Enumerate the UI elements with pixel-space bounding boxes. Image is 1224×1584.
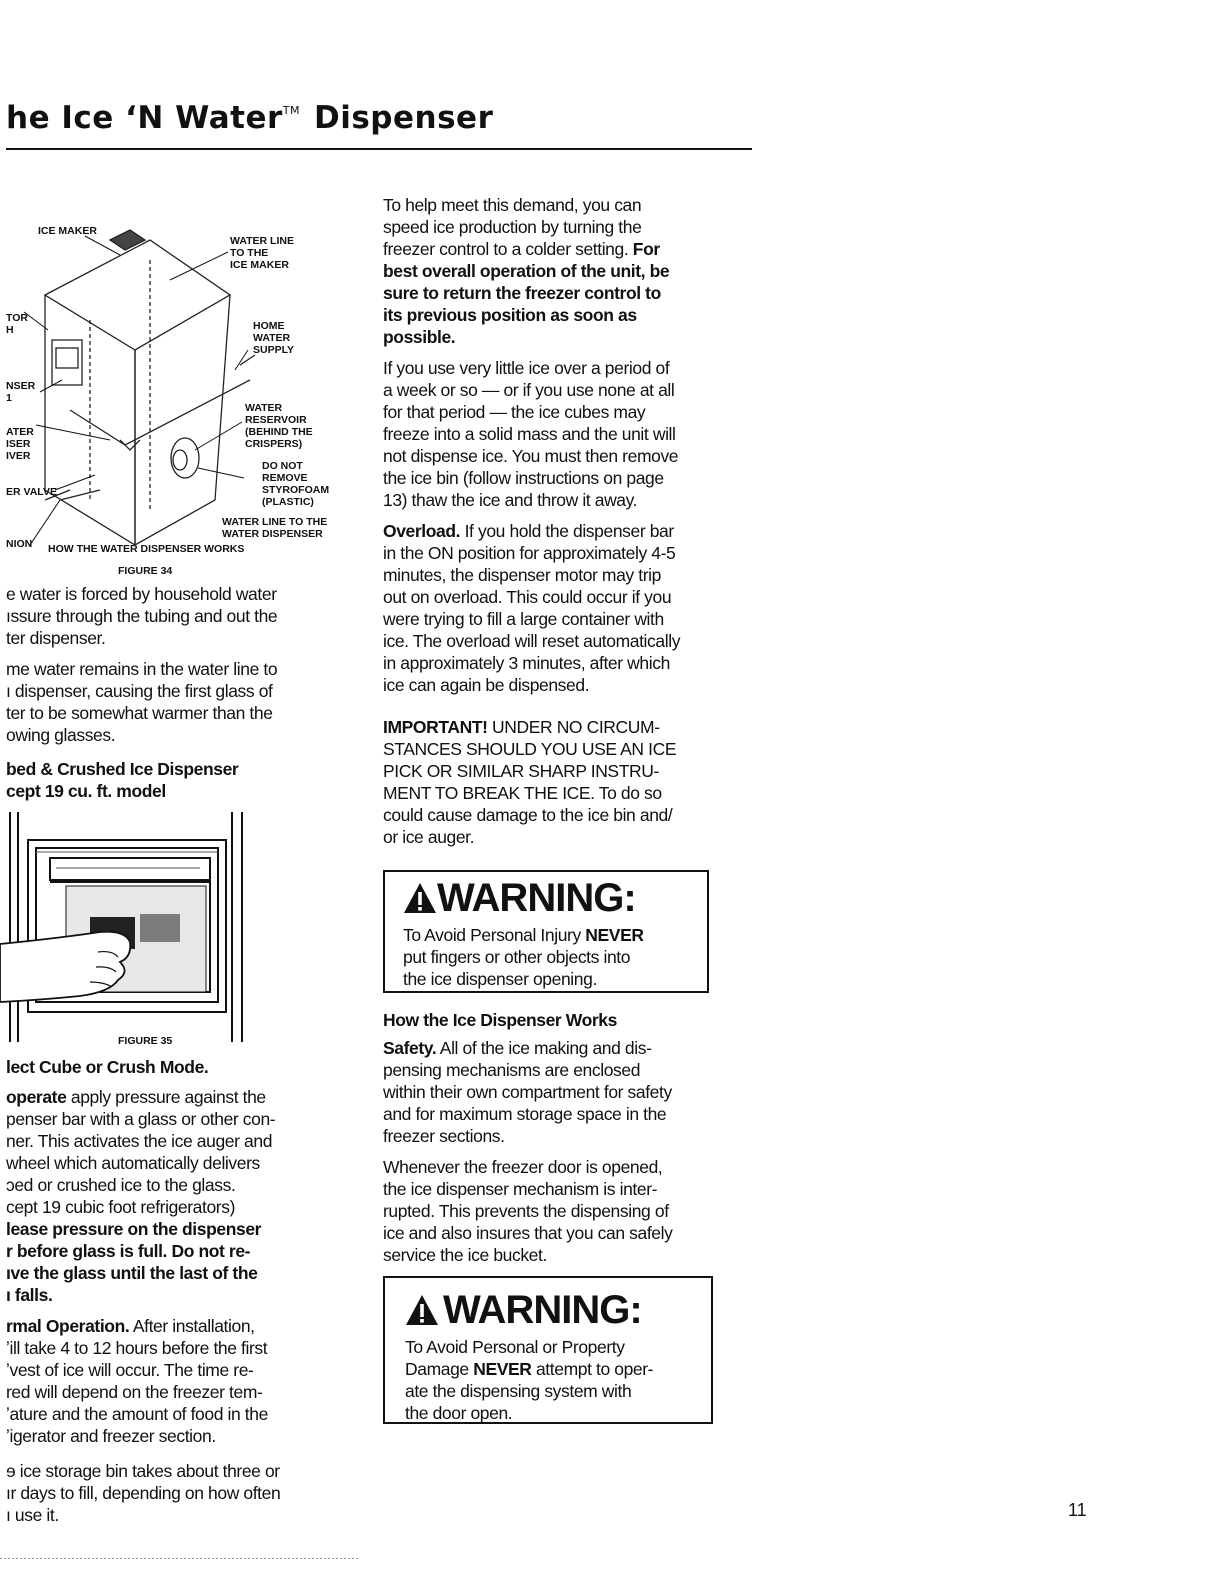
bold-text: operate [6,1087,67,1107]
regular-text: attempt to oper- [531,1359,654,1379]
text-line: not dispense ice. You must then remove [383,446,679,466]
text-line [6,1108,336,1130]
regular-text: To Avoid Personal or Property [405,1337,625,1357]
text-line: me water remains in the water line to [6,659,278,679]
title-main: he Ice ‘N Water [6,100,283,136]
bold-text: best overall operation of the unit, be [383,261,670,281]
regular-text: the ice dispenser opening. [403,969,597,989]
label-ice-maker: ICE MAKER [38,225,97,237]
regular-text: cept 19 cubic foot refrigerators) [6,1197,235,1217]
regular-text: wheel which automatically delivers [6,1153,260,1173]
text-line: ır days to fill, depending on how often [6,1483,281,1503]
regular-text: ner. This activates the ice auger and [6,1131,273,1151]
paragraph-water-forced [6,583,336,649]
text-line: bed & Crushed Ice Dispenser [6,759,239,779]
text-line [405,1380,711,1402]
text-line: ı dispenser, causing the first glass of [6,681,273,701]
regular-text: in the ON position for approximately 4-5 [383,543,676,563]
left-column-top [6,583,336,802]
text-line [383,194,733,216]
regular-text: put fingers or other objects into [403,947,631,967]
bold-text: lease pressure on the dispenser [6,1219,262,1239]
regular-text: were trying to fill a large container with [383,609,664,629]
regular-text: red will depend on the freezer tem- [6,1382,263,1402]
text-line: 13) thaw the ice and throw it away. [383,490,638,510]
paragraph-overload [383,520,733,696]
text-line: Whenever the freezer door is opened, [383,1157,663,1177]
text-line [6,1425,336,1447]
heading-select-mode: lect Cube or Crush Mode. [6,1057,209,1077]
text-line [6,1403,336,1425]
warning-triangle-icon [405,1294,439,1326]
label-home-water-supply: HOME WATER SUPPLY [253,320,295,356]
text-line [383,782,733,804]
page-number: 11 [1068,1500,1087,1520]
paragraph-help-meet-demand [383,194,733,348]
label-left-ater: ATER ISER IVER [6,426,34,462]
regular-text: ʼvest of ice will occur. The time re- [6,1360,254,1380]
text-line [383,282,733,304]
paragraph-safety [383,1037,733,1147]
text-line: ter to be somewhat warmer than the [6,703,273,723]
text-line: If you use very little ice over a period of [383,358,670,378]
scan-artifact-line [0,1558,360,1559]
warning-triangle-icon [403,882,437,914]
text-line [383,1081,733,1103]
paragraph-whenever [383,1156,733,1266]
text-line: freeze into a solid mass and the unit will [383,424,676,444]
text-line: ice and also insures that you can safely [383,1223,673,1243]
text-line [383,1059,733,1081]
label-left-tor: TOR H [6,312,28,336]
text-line [383,260,733,282]
text-line [383,216,733,238]
text-line [6,1130,336,1152]
text-line: e water is forced by household water [6,584,277,604]
text-line: a week or so — or if you use none at all [383,380,675,400]
text-line [383,674,733,696]
bold-text: sure to return the freezer control to [383,283,661,303]
text-line [383,630,733,652]
bold-text: For [632,239,660,259]
bold-text: Safety. [383,1038,437,1058]
regular-text: If you hold the dispenser bar [460,521,674,541]
label-left-nion: NION [6,538,33,550]
regular-text: speed ice production by turning the [383,217,642,237]
paragraph-normal-operation [6,1315,336,1447]
regular-text: STANCES SHOULD YOU USE AN ICE [383,739,677,759]
paragraph-little-ice [383,357,733,511]
regular-text: penser bar with a glass or other con- [6,1109,276,1129]
regular-text: and for maximum storage space in the [383,1104,667,1124]
text-line [6,1152,336,1174]
left-column-bottom [6,1056,336,1535]
label-water-line-ice-maker: WATER LINE TO THE ICE MAKER [230,235,294,271]
bold-text: NEVER [585,925,644,945]
figure-35-caption: FIGURE 35 [118,1035,173,1047]
bold-text: NEVER [473,1359,532,1379]
text-line [383,1103,733,1125]
figure-34 [0,200,345,580]
regular-text: To Avoid Personal Injury [403,925,586,945]
figure-34-caption: FIGURE 34 [118,565,173,577]
text-line [383,326,733,348]
text-line: ter dispenser. [6,628,106,648]
text-line [6,1359,336,1381]
text-line: the ice bin (follow instructions on page [383,468,664,488]
text-line [403,968,707,990]
regular-text: the door open. [405,1403,513,1423]
label-left-valve: ER VALVE [6,486,57,498]
regular-text: UNDER NO CIRCUM- [487,717,660,737]
text-line [403,924,707,946]
text-line [383,304,733,326]
trademark: TM [282,104,300,117]
text-line [6,1381,336,1403]
bold-text: Overload. [383,521,461,541]
text-line [383,238,733,260]
regular-text: freezer control to a colder setting. [383,239,633,259]
paragraph-storage-bin [6,1460,336,1526]
text-line [383,716,733,738]
bold-text: IMPORTANT! [383,717,488,737]
text-line [383,738,733,760]
text-line [383,804,733,826]
bold-text: ıve the glass until the last of the [6,1263,258,1283]
regular-text: or ice auger. [383,827,475,847]
regular-text: in approximately 3 minutes, after which [383,653,670,673]
figure-34-subtitle: HOW THE WATER DISPENSER WORKS [48,543,245,555]
regular-text: ʼill take 4 to 12 hours before the first [6,1338,268,1358]
text-line: ıssure through the tubing and out the [6,606,278,626]
text-line [405,1358,711,1380]
text-line [383,542,733,564]
text-line [6,1240,336,1262]
text-line [383,652,733,674]
heading-cubed-crushed [6,758,336,802]
label-water-line-dispenser: WATER LINE TO THE WATER DISPENSER [222,516,328,540]
title-rule [6,148,752,150]
regular-text: freezer sections. [383,1126,505,1146]
text-line [403,946,707,968]
text-line [6,1315,336,1337]
regular-text: out on overload. This could occur if you [383,587,672,607]
regular-text: PICK OR SIMILAR SHARP INSTRU- [383,761,659,781]
warning-body-injury [403,924,707,990]
text-line [6,1337,336,1359]
paragraph-operate [6,1086,336,1306]
text-line [405,1402,711,1424]
text-line [383,586,733,608]
text-line [6,1174,336,1196]
regular-text: could cause damage to the ice bin and/ [383,805,673,825]
regular-text: ice. The overload will reset automatically [383,631,681,651]
text-line [6,1086,336,1108]
text-line: ı use it. [6,1505,59,1525]
warning-heading: WARNING: [403,878,707,918]
text-line [383,826,733,848]
regular-text: within their own compartment for safety [383,1082,672,1102]
paragraph-water-remains [6,658,336,746]
right-column [383,194,733,1424]
text-line [6,1196,336,1218]
regular-text: ʼature and the amount of food in the [6,1404,268,1424]
warning-box-injury [383,870,709,993]
bold-text: r before glass is full. Do not re- [6,1241,251,1261]
regular-text: ate the dispensing system with [405,1381,632,1401]
text-line [6,1218,336,1240]
label-left-nser: NSER 1 [6,380,36,404]
text-line [383,760,733,782]
text-line: ɘ ice storage bin takes about three or [6,1461,280,1481]
regular-text: minutes, the dispenser motor may trip [383,565,661,585]
text-line [383,520,733,542]
paragraph-important [383,716,733,848]
text-line [383,1037,733,1059]
warning-body-property [405,1336,711,1424]
text-line: rupted. This prevents the dispensing of [383,1201,669,1221]
text-line: cept 19 cu. ft. model [6,781,166,801]
text-line [383,608,733,630]
bold-text: its previous position as soon as [383,305,637,325]
bold-text: possible. [383,327,456,347]
warning-box-property [383,1276,713,1424]
text-line: service the ice bucket. [383,1245,547,1265]
regular-text: Damage [405,1359,474,1379]
text-line: for that period — the ice cubes may [383,402,646,422]
warning-heading-2: WARNING: [405,1290,711,1330]
text-line: the ice dispenser mechanism is inter- [383,1179,658,1199]
text-line [6,1284,336,1306]
dispenser-photo [0,812,260,1044]
bold-text: rmal Operation. [6,1316,130,1336]
regular-text: pensing mechanisms are enclosed [383,1060,641,1080]
bold-text: ı falls. [6,1285,53,1305]
text-line [383,1125,733,1147]
page-title [6,100,493,136]
text-line [383,564,733,586]
regular-text: After installation, [129,1316,255,1336]
text-line [6,1262,336,1284]
figure-35 [0,812,260,1052]
regular-text: ʼigerator and freezer section. [6,1426,216,1446]
label-water-reservoir: WATER RESERVOIR (BEHIND THE CRISPERS) [245,402,313,450]
regular-text: All of the ice making and dis- [436,1038,652,1058]
regular-text: MENT TO BREAK THE ICE. To do so [383,783,662,803]
label-do-not-remove: DO NOT REMOVE STYROFOAM (PLASTIC) [262,460,330,508]
regular-text: ice can again be dispensed. [383,675,590,695]
title-rest: Dispenser [314,100,494,136]
regular-text: apply pressure against the [66,1087,266,1107]
text-line [405,1336,711,1358]
text-line: owing glasses. [6,725,116,745]
regular-text: ɔed or crushed ice to the glass. [6,1175,236,1195]
regular-text: To help meet this demand, you can [383,195,642,215]
heading-how-dispenser-works: How the Ice Dispenser Works [383,1010,617,1030]
